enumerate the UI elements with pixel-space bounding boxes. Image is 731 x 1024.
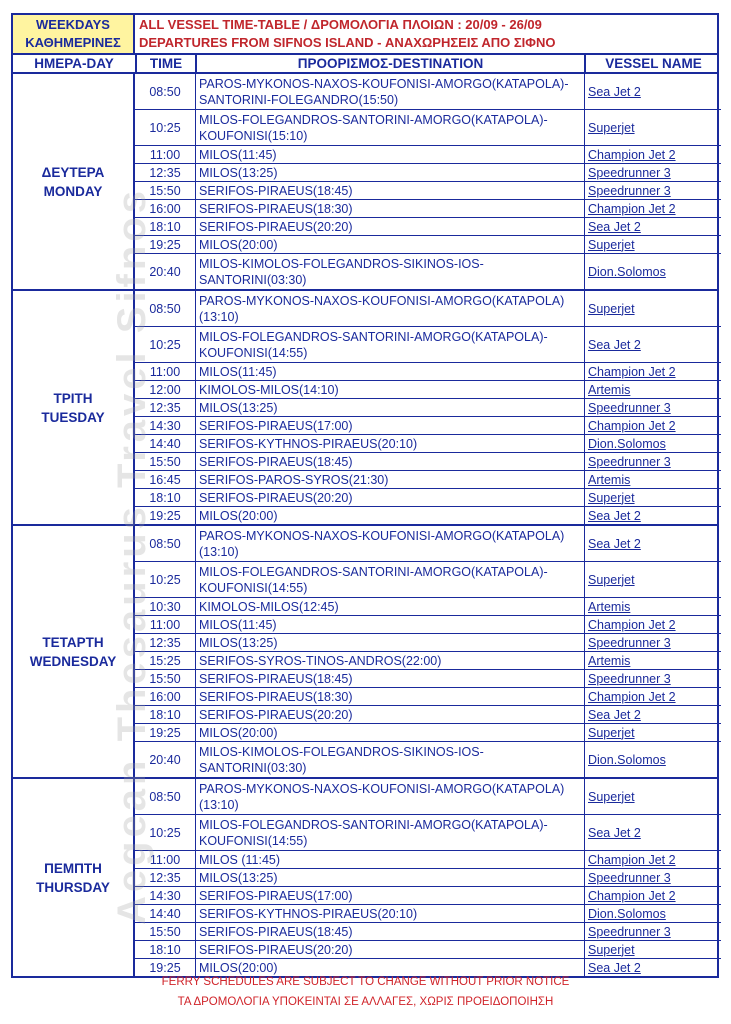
page-subtitle: DEPARTURES FROM SIFNOS ISLAND - ΑΝΑΧΩΡΗΣΕΙΣ ΑΠΟ ΣΙΦΝΟ [139, 35, 556, 50]
destination: MILOS(13:25) [195, 869, 584, 886]
vessel-name: Superjet [584, 236, 721, 253]
departure-time: 10:25 [149, 572, 181, 587]
table-row [135, 218, 721, 236]
destination: SERIFOS-PIRAEUS(20:20) [195, 218, 584, 235]
vessel-name: Superjet [584, 489, 721, 506]
departure-time: 12:35 [149, 635, 181, 650]
table-row [135, 254, 721, 289]
departure-time: 08:50 [149, 789, 181, 804]
departure-time: 08:50 [149, 536, 181, 551]
departure-time: 16:45 [149, 472, 181, 487]
table-row [135, 399, 721, 417]
departures-list [135, 526, 721, 777]
weekdays-en: WEEKDAYS [36, 17, 110, 32]
table-row [135, 923, 721, 941]
vessel-name: Champion Jet 2 [584, 887, 721, 904]
vessel-name: Dion.Solomos [584, 742, 721, 777]
table-row [135, 74, 721, 110]
departure-time: 12:35 [149, 165, 181, 180]
vessel-name: Sea Jet 2 [584, 706, 721, 723]
vessel-name: Superjet [584, 941, 721, 958]
vessel-name: Artemis [584, 381, 721, 398]
table-row [135, 182, 721, 200]
table-row [135, 562, 721, 598]
departure-time: 18:10 [149, 942, 181, 957]
day-name-en: MONDAY [43, 183, 103, 199]
column-header-time: TIME [135, 55, 195, 72]
departure-time: 10:25 [149, 337, 181, 352]
vessel-name: Superjet [584, 562, 721, 597]
table-row [135, 363, 721, 381]
destination: MILOS-FOLEGANDROS-SANTORINI-AMORGO(KATAPOLA)-KOUFONISI(14:55) [195, 815, 584, 850]
destination: SERIFOS-PIRAEUS(18:45) [195, 923, 584, 940]
table-row [135, 146, 721, 164]
footer-note-gr: ΤΑ ΔΡΟΜΟΛΟΓΙΑ ΥΠΟΚΕΙΝΤΑΙ ΣΕ ΑΛΛΑΓΕΣ, ΧΩΡΙΣ ΠΡΟΕΙΔΟΠΟΙΗΣΗ [177, 996, 554, 1008]
departure-time: 19:25 [149, 960, 181, 975]
departure-time: 19:25 [149, 237, 181, 252]
table-row [135, 724, 721, 742]
table-row [135, 110, 721, 146]
table-row [135, 471, 721, 489]
destination: MILOS (11:45) [195, 851, 584, 868]
table-row [135, 688, 721, 706]
departure-time: 15:50 [149, 924, 181, 939]
departure-time: 14:30 [149, 888, 181, 903]
vessel-name: Artemis [584, 598, 721, 615]
departure-time: 20:40 [149, 752, 181, 767]
departure-time: 12:00 [149, 382, 181, 397]
departure-time: 12:35 [149, 400, 181, 415]
destination: MILOS-FOLEGANDROS-SANTORINI-AMORGO(KATAPOLA)-KOUFONISI(14:55) [195, 327, 584, 362]
destination: MILOS(13:25) [195, 634, 584, 651]
vessel-name: Champion Jet 2 [584, 363, 721, 380]
destination: MILOS(13:25) [195, 399, 584, 416]
vessel-name: Sea Jet 2 [584, 327, 721, 362]
table-row [135, 236, 721, 254]
departure-time: 11:00 [149, 147, 181, 162]
vessel-name: Superjet [584, 779, 721, 814]
day-name-en: TUESDAY [41, 409, 105, 425]
vessel-name: Speedrunner 3 [584, 182, 721, 199]
destination: MILOS(20:00) [195, 236, 584, 253]
destination: SERIFOS-PIRAEUS(20:20) [195, 706, 584, 723]
table-row [135, 291, 721, 327]
day-name-gr: ΠΕΜΠΤΗ [44, 860, 102, 876]
column-header-day: ΗΜΕΡΑ-DAY [34, 56, 114, 71]
departure-time: 08:50 [149, 301, 181, 316]
destination: PAROS-MYKONOS-NAXOS-KOUFONISI-AMORGO(KATAPOLA)(13:10) [195, 291, 584, 326]
departure-time: 18:10 [149, 707, 181, 722]
departure-time: 19:25 [149, 508, 181, 523]
vessel-name: Superjet [584, 724, 721, 741]
vessel-name: Speedrunner 3 [584, 164, 721, 181]
table-row [135, 489, 721, 507]
table-row [135, 634, 721, 652]
table-row [135, 706, 721, 724]
destination: SERIFOS-PIRAEUS(18:45) [195, 670, 584, 687]
table-row [135, 905, 721, 923]
table-row [135, 652, 721, 670]
column-header-vessel: VESSEL NAME [584, 55, 721, 72]
departures-list [135, 74, 721, 289]
vessel-name: Speedrunner 3 [584, 923, 721, 940]
weekdays-gr: ΚΑΘΗΜΕΡΙΝΕΣ [25, 35, 121, 50]
destination: KIMOLOS-MILOS(12:45) [195, 598, 584, 615]
vessel-name: Dion.Solomos [584, 435, 721, 452]
destination: MILOS(13:25) [195, 164, 584, 181]
departure-time: 11:00 [149, 617, 181, 632]
destination: SERIFOS-PIRAEUS(20:20) [195, 489, 584, 506]
destination: SERIFOS-SYROS-TINOS-ANDROS(22:00) [195, 652, 584, 669]
departure-time: 18:10 [149, 219, 181, 234]
table-row [135, 869, 721, 887]
table-row [135, 526, 721, 562]
table-row [135, 507, 721, 524]
vessel-name: Champion Jet 2 [584, 417, 721, 434]
departure-time: 14:30 [149, 418, 181, 433]
footer-note-en: FERRY SCHEDULES ARE SUBJECT TO CHANGE WITHOUT PRIOR NOTICE [161, 976, 570, 988]
vessel-name: Champion Jet 2 [584, 851, 721, 868]
departures-list [135, 291, 721, 524]
destination: MILOS(11:45) [195, 616, 584, 633]
table-row [135, 959, 721, 976]
departure-time: 16:00 [149, 201, 181, 216]
departure-time: 20:40 [149, 264, 181, 279]
watermark: Aegean Thesaurus Travel Sifnos [110, 187, 154, 925]
destination: SERIFOS-PIRAEUS(17:00) [195, 887, 584, 904]
departure-time: 18:10 [149, 490, 181, 505]
destination: SERIFOS-PIRAEUS(18:45) [195, 453, 584, 470]
departure-time: 14:40 [149, 436, 181, 451]
destination: MILOS-KIMOLOS-FOLEGANDROS-SIKINOS-IOS-SANTORINI(03:30) [195, 254, 584, 289]
header-titles [135, 15, 721, 53]
destination: PAROS-MYKONOS-NAXOS-KOUFONISI-AMORGO(KATAPOLA)-SANTORINI-FOLEGANDRO(15:50) [195, 74, 584, 109]
vessel-name: Sea Jet 2 [584, 526, 721, 561]
departure-time: 10:30 [149, 599, 181, 614]
table-row [135, 887, 721, 905]
destination: MILOS-KIMOLOS-FOLEGANDROS-SIKINOS-IOS-SANTORINI(03:30) [195, 742, 584, 777]
vessel-name: Sea Jet 2 [584, 959, 721, 976]
departure-time: 14:40 [149, 906, 181, 921]
departure-time: 11:00 [149, 852, 181, 867]
vessel-name: Champion Jet 2 [584, 616, 721, 633]
destination: SERIFOS-PIRAEUS(18:30) [195, 688, 584, 705]
destination: MILOS(11:45) [195, 363, 584, 380]
departure-time: 15:50 [149, 183, 181, 198]
table-row [135, 851, 721, 869]
vessel-name: Speedrunner 3 [584, 634, 721, 651]
vessel-name: Sea Jet 2 [584, 507, 721, 524]
destination: SERIFOS-PIRAEUS(18:45) [195, 182, 584, 199]
vessel-name: Artemis [584, 471, 721, 488]
table-row [135, 670, 721, 688]
departure-time: 15:50 [149, 454, 181, 469]
vessel-name: Dion.Solomos [584, 254, 721, 289]
destination: SERIFOS-PIRAEUS(18:30) [195, 200, 584, 217]
destination: SERIFOS-KYTHNOS-PIRAEUS(20:10) [195, 435, 584, 452]
departure-time: 19:25 [149, 725, 181, 740]
table-row [135, 815, 721, 851]
table-row [135, 779, 721, 815]
destination: SERIFOS-KYTHNOS-PIRAEUS(20:10) [195, 905, 584, 922]
vessel-name: Superjet [584, 110, 721, 145]
table-row [135, 381, 721, 399]
table-row [135, 941, 721, 959]
vessel-name: Speedrunner 3 [584, 869, 721, 886]
departure-time: 16:00 [149, 689, 181, 704]
day-name-en: WEDNESDAY [29, 653, 117, 669]
day-name-gr: ΔΕΥΤΕΡΑ [41, 164, 105, 180]
table-row [135, 164, 721, 182]
destination: MILOS(20:00) [195, 724, 584, 741]
destination: MILOS-FOLEGANDROS-SANTORINI-AMORGO(KATAPOLA)-KOUFONISI(15:10) [195, 110, 584, 145]
page-title: ALL VESSEL TIME-TABLE / ΔΡΟΜΟΛΟΓΙΑ ΠΛΟΙΩΝ : 20/09 - 26/09 [139, 17, 542, 32]
vessel-name: Sea Jet 2 [584, 815, 721, 850]
column-header-destination: ΠΡΟΟΡΙΣΜΟΣ-DESTINATION [195, 55, 584, 72]
vessel-name: Speedrunner 3 [584, 453, 721, 470]
table-row [135, 742, 721, 777]
table-row [135, 616, 721, 634]
table-row [135, 598, 721, 616]
day-name-gr: ΤΕΤΑΡΤΗ [42, 634, 104, 650]
destination: PAROS-MYKONOS-NAXOS-KOUFONISI-AMORGO(KATAPOLA)(13:10) [195, 779, 584, 814]
departure-time: 15:25 [149, 653, 181, 668]
destination: MILOS(20:00) [195, 507, 584, 524]
vessel-name: Sea Jet 2 [584, 74, 721, 109]
destination: SERIFOS-PAROS-SYROS(21:30) [195, 471, 584, 488]
destination: KIMOLOS-MILOS(14:10) [195, 381, 584, 398]
table-row [135, 453, 721, 471]
departure-time: 10:25 [149, 825, 181, 840]
vessel-name: Champion Jet 2 [584, 146, 721, 163]
departure-time: 08:50 [149, 84, 181, 99]
vessel-name: Speedrunner 3 [584, 670, 721, 687]
vessel-name: Champion Jet 2 [584, 200, 721, 217]
departure-time: 12:35 [149, 870, 181, 885]
departure-time: 15:50 [149, 671, 181, 686]
departures-list [135, 779, 721, 976]
header [11, 13, 719, 53]
table-row [135, 435, 721, 453]
vessel-name: Artemis [584, 652, 721, 669]
departure-time: 11:00 [149, 364, 181, 379]
vessel-name: Speedrunner 3 [584, 399, 721, 416]
day-name-en: THURSDAY [36, 879, 110, 895]
destination: MILOS-FOLEGANDROS-SANTORINI-AMORGO(KATAPOLA)-KOUFONISI(14:55) [195, 562, 584, 597]
destination: MILOS(20:00) [195, 959, 584, 976]
destination: SERIFOS-PIRAEUS(20:20) [195, 941, 584, 958]
weekdays-label [13, 15, 135, 53]
vessel-name: Champion Jet 2 [584, 688, 721, 705]
day-name-gr: ΤΡΙΤΗ [53, 390, 93, 406]
table-row [135, 417, 721, 435]
vessel-name: Superjet [584, 291, 721, 326]
destination: PAROS-MYKONOS-NAXOS-KOUFONISI-AMORGO(KATAPOLA)(13:10) [195, 526, 584, 561]
table-row [135, 200, 721, 218]
column-headers [11, 53, 719, 74]
destination: MILOS(11:45) [195, 146, 584, 163]
vessel-name: Sea Jet 2 [584, 218, 721, 235]
table-row [135, 327, 721, 363]
destination: SERIFOS-PIRAEUS(17:00) [195, 417, 584, 434]
vessel-name: Dion.Solomos [584, 905, 721, 922]
departure-time: 10:25 [149, 120, 181, 135]
